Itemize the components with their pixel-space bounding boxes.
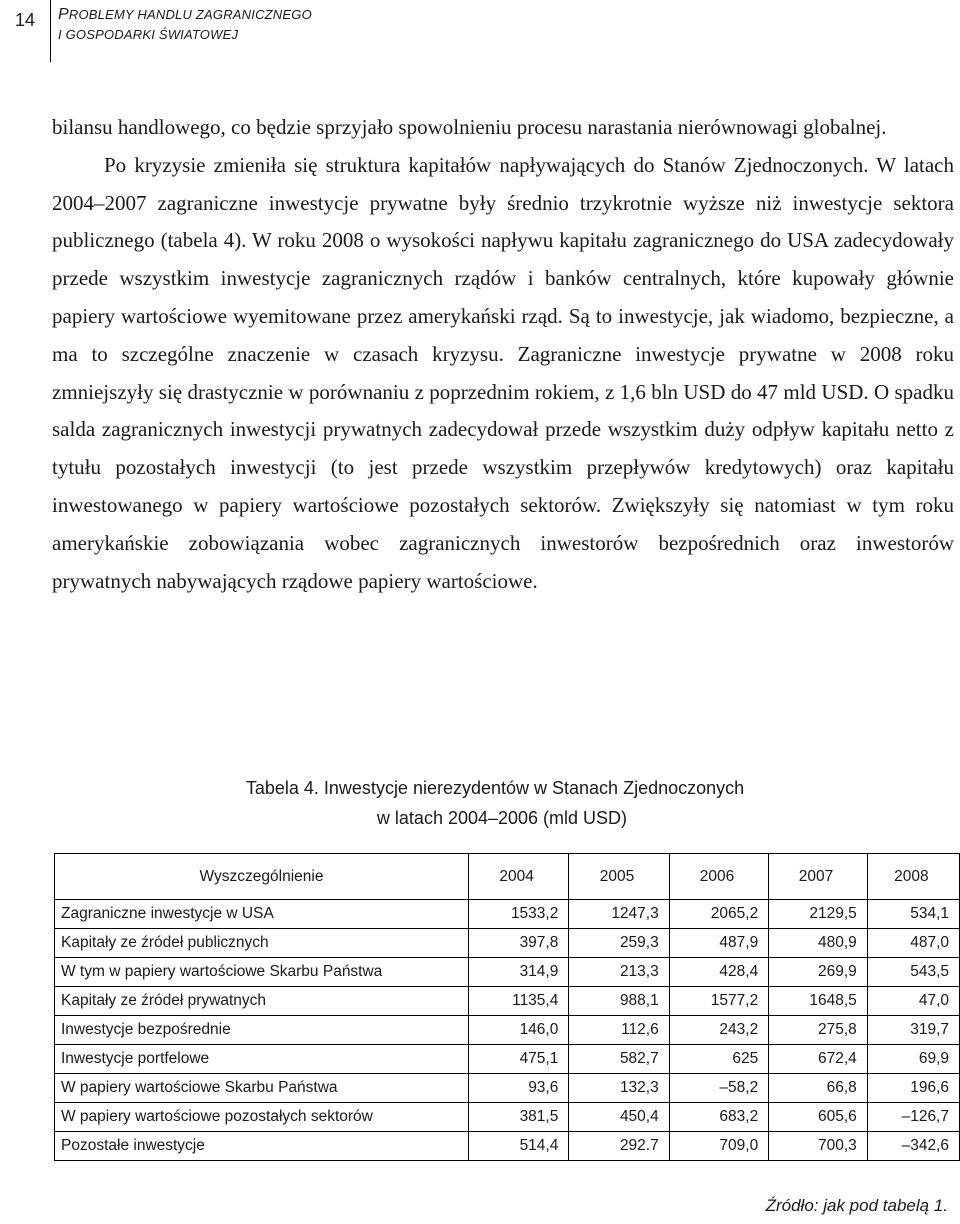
value-cell: 146,0 [468, 1016, 568, 1045]
value-cell: 381,5 [468, 1103, 568, 1132]
value-cell: 700,3 [769, 1132, 868, 1161]
value-cell: 450,4 [569, 1103, 669, 1132]
value-cell: 487,0 [867, 929, 959, 958]
value-cell: 605,6 [769, 1103, 868, 1132]
value-cell: 582,7 [569, 1045, 669, 1074]
value-cell: 1135,4 [468, 987, 568, 1016]
value-cell: 196,6 [867, 1074, 959, 1103]
value-cell: 314,9 [468, 958, 568, 987]
value-cell: 672,4 [769, 1045, 868, 1074]
page-number: 14 [14, 10, 36, 30]
header-cell: 2008 [867, 854, 959, 900]
row-label-cell: W papiery wartościowe Skarbu Państwa [55, 1074, 469, 1103]
row-label-cell: Zagraniczne inwestycje w USA [55, 900, 469, 929]
value-cell: 475,1 [468, 1045, 568, 1074]
body-text [52, 109, 954, 600]
value-cell: –58,2 [669, 1074, 768, 1103]
row-label-cell: Pozostałe inwestycje [55, 1132, 469, 1161]
table-row [55, 929, 960, 958]
table-caption-line1: Tabela 4. Inwestycje nierezydentów w Stanach Zjednoczonych [245, 778, 745, 798]
value-cell: 319,7 [867, 1016, 959, 1045]
value-cell: 1577,2 [669, 987, 768, 1016]
journal-title-line2: I GOSPODARKI ŚWIATOWEJ [58, 27, 239, 42]
value-cell: –342,6 [867, 1132, 959, 1161]
header-cell: 2004 [468, 854, 568, 900]
header-cell: Wyszczególnienie [55, 854, 469, 900]
table-row [55, 987, 960, 1016]
table-row [55, 900, 960, 929]
header-cell: 2005 [569, 854, 669, 900]
value-cell: 1648,5 [769, 987, 868, 1016]
value-cell: 1533,2 [468, 900, 568, 929]
header-cell: 2007 [769, 854, 868, 900]
value-cell: 112,6 [569, 1016, 669, 1045]
value-cell: 514,4 [468, 1132, 568, 1161]
table-row [55, 1132, 960, 1161]
value-cell: 292.7 [569, 1132, 669, 1161]
header-cell: 2006 [669, 854, 768, 900]
value-cell: 534,1 [867, 900, 959, 929]
paragraph-2: Po kryzysie zmieniła się struktura kapitałów napływających do Stanów Zjednoczonych. W latach 2004–2007 zagraniczne inwestycje prywatne były średnio trzykrotnie wyższe niż inwestycje sektora publicznego (tabela 4). W roku 2008 o wysokości napływu kapitału zagranicznego do USA zadecydowały przede wszystkim inwestycje zagranicznych rządów i banków centralnych, które kupowały głównie papiery wartościowe wyemitowane przez amerykański rząd. Są to inwestycje, jak wiadomo, bezpieczne, a ma to szczególne znaczenie w czasach kryzysu. Zagraniczne inwestycje prywatne w 2008 roku zmniejszyły się drastycznie w porównaniu z poprzednim rokiem, z 1,6 bln USD do 47 mld USD. O spadku salda zagranicznych inwestycji prywatnych zadecydował przede wszystkim duży odpływ kapitału netto z tytułu pozostałych inwestycji (to jest przede wszystkim przepływów kredytowych) oraz kapitału inwestowanego w papiery wartościowe pozostałych sektorów. Zwiększyły się natomiast w tym roku amerykańskie zobowiązania wobec zagranicznych inwestorów bezpośrednich oraz inwestorów prywatnych nabywających rządowe papiery wartościowe. [52, 152, 954, 593]
value-cell: 2129,5 [769, 900, 868, 929]
value-cell: 213,3 [569, 958, 669, 987]
row-label-cell: Inwestycje bezpośrednie [55, 1016, 469, 1045]
value-cell: 428,4 [669, 958, 768, 987]
value-cell: 397,8 [468, 929, 568, 958]
row-label-cell: Inwestycje portfelowe [55, 1045, 469, 1074]
journal-title-initial: P [58, 6, 69, 23]
value-cell: 543,5 [867, 958, 959, 987]
value-cell: 487,9 [669, 929, 768, 958]
value-cell: 47,0 [867, 987, 959, 1016]
row-label-cell: Kapitały ze źródeł prywatnych [55, 987, 469, 1016]
value-cell: 93,6 [468, 1074, 568, 1103]
value-cell: 275,8 [769, 1016, 868, 1045]
value-cell: 2065,2 [669, 900, 768, 929]
value-cell: 1247,3 [569, 900, 669, 929]
row-label-cell: W papiery wartościowe pozostałych sektorów [55, 1103, 469, 1132]
value-cell: –126,7 [867, 1103, 959, 1132]
row-label-cell: Kapitały ze źródeł publicznych [55, 929, 469, 958]
value-cell: 69,9 [867, 1045, 959, 1074]
journal-title-line1: ROBLEMY HANDLU ZAGRANICZNEGO [68, 7, 312, 22]
value-cell: 259,3 [569, 929, 669, 958]
table-row [55, 1074, 960, 1103]
table-header-row [55, 854, 960, 900]
row-label-cell: W tym w papiery wartościowe Skarbu Państwa [55, 958, 469, 987]
investment-table [54, 853, 960, 1161]
table-row [55, 958, 960, 987]
table-caption-line2: w latach 2004–2006 (mld USD) [376, 808, 628, 828]
table-row [55, 1103, 960, 1132]
value-cell: 66,8 [769, 1074, 868, 1103]
value-cell: 709,0 [669, 1132, 768, 1161]
value-cell: 132,3 [569, 1074, 669, 1103]
header-divider [50, 0, 51, 62]
value-cell: 683,2 [669, 1103, 768, 1132]
value-cell: 988,1 [569, 987, 669, 1016]
table-row [55, 1016, 960, 1045]
table-source: Źródło: jak pod tabelą 1. [765, 1196, 948, 1215]
value-cell: 243,2 [669, 1016, 768, 1045]
journal-title [58, 5, 312, 45]
value-cell: 625 [669, 1045, 768, 1074]
paragraph-1: bilansu handlowego, co będzie sprzyjało spowolnieniu procesu narastania nierównowagi globalnej. [52, 115, 887, 139]
value-cell: 269,9 [769, 958, 868, 987]
table-row [55, 1045, 960, 1074]
value-cell: 480,9 [769, 929, 868, 958]
